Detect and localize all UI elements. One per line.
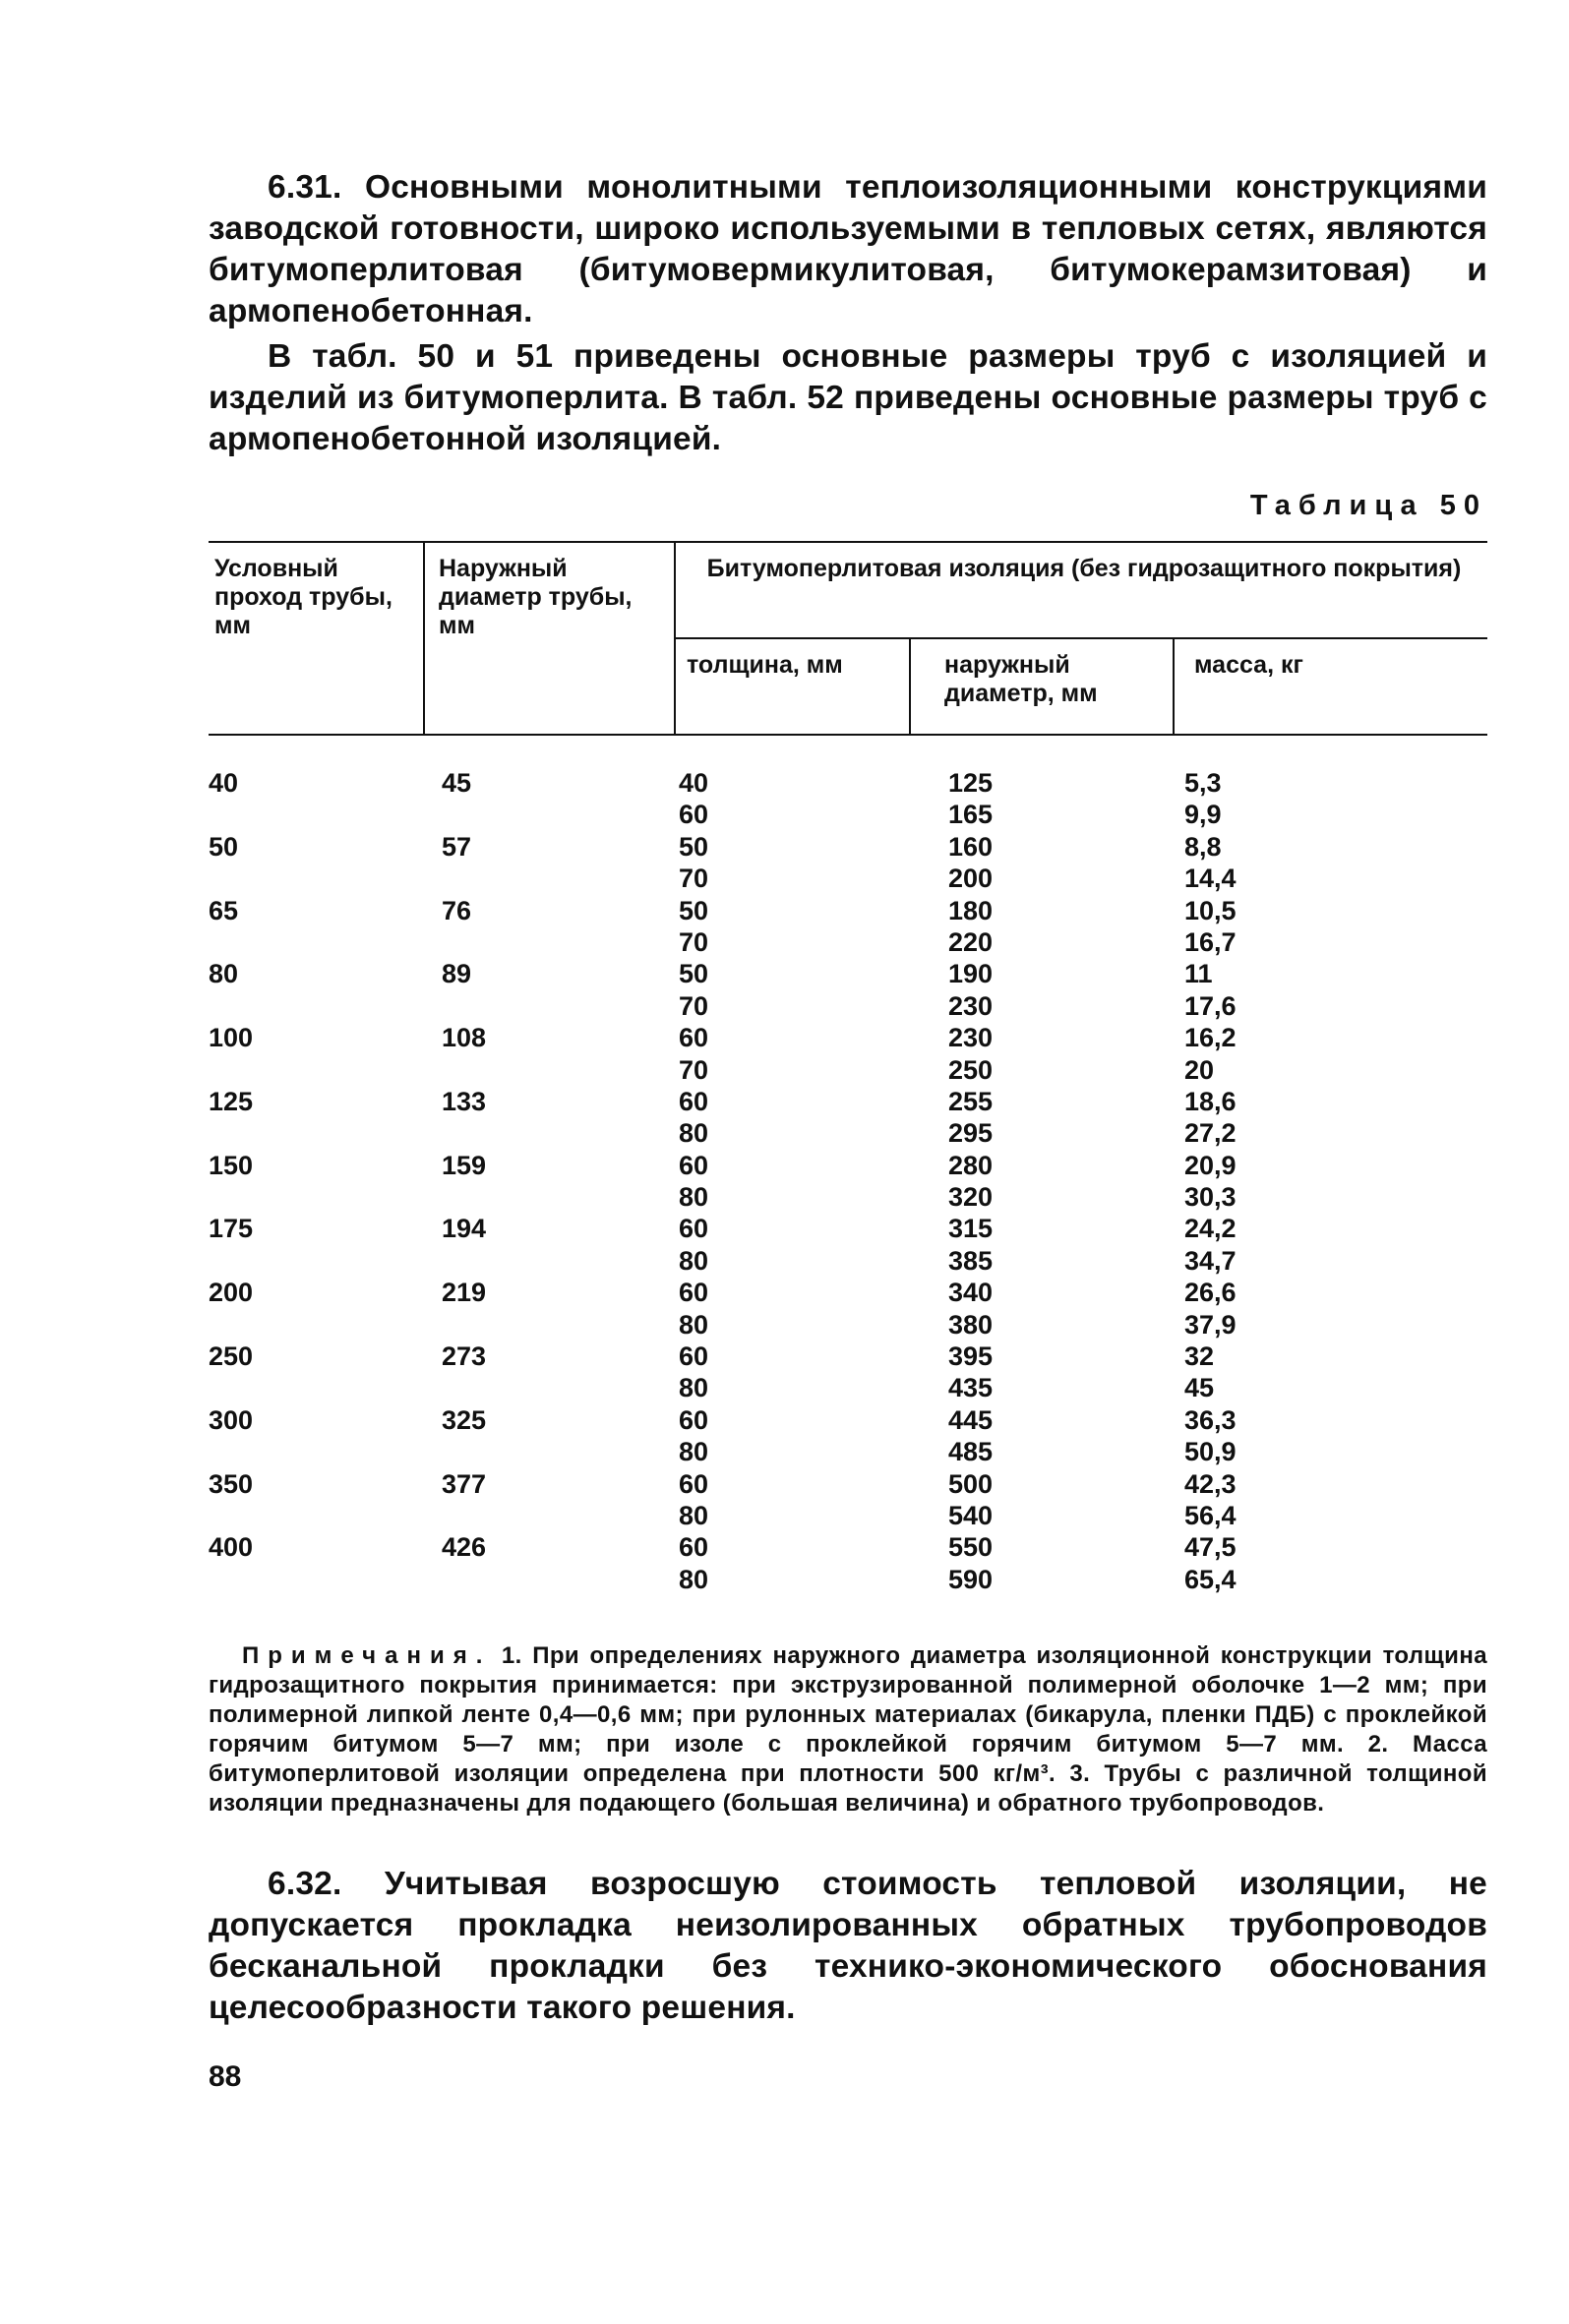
table-cell-empty bbox=[209, 1564, 253, 1595]
table-cell: 60 bbox=[679, 1214, 709, 1244]
table-cell: 70 bbox=[679, 1054, 709, 1085]
table-cell: 30,3 bbox=[1184, 1182, 1237, 1213]
table-cell: 70 bbox=[679, 864, 709, 894]
table-cell: 32 bbox=[1184, 1341, 1215, 1372]
table-cell: 60 bbox=[679, 1404, 709, 1435]
section-6-31 bbox=[209, 167, 1487, 332]
table-cell: 70 bbox=[679, 990, 709, 1021]
table-cell-empty bbox=[209, 926, 253, 958]
table-cell: 280 bbox=[948, 1150, 994, 1180]
notes-label: Примечания. bbox=[242, 1642, 492, 1669]
section-number: 6.31. bbox=[268, 169, 342, 206]
header-nominal-bore: Условный проход трубы, мм bbox=[214, 555, 392, 639]
table-cell: 125 bbox=[209, 1086, 254, 1116]
table-cell: 175 bbox=[209, 1214, 254, 1244]
table-cell: 125 bbox=[948, 768, 994, 798]
table-cell: 250 bbox=[209, 1341, 254, 1372]
table-cell: 80 bbox=[679, 1564, 709, 1594]
table-cell-empty bbox=[442, 990, 486, 1022]
table-cell: 230 bbox=[948, 1023, 994, 1053]
table-cell: 45 bbox=[1184, 1373, 1215, 1403]
page-number: 88 bbox=[209, 2060, 242, 2093]
document-page bbox=[209, 167, 1487, 2094]
table-cell: 34,7 bbox=[1184, 1245, 1237, 1276]
table-cell: 80 bbox=[679, 1182, 709, 1213]
table-cell: 5,3 bbox=[1184, 768, 1222, 798]
table-cell: 56,4 bbox=[1184, 1500, 1237, 1530]
table-cell: 325 bbox=[442, 1404, 487, 1435]
table-cell-empty bbox=[209, 1500, 253, 1531]
table-cell: 60 bbox=[679, 800, 709, 830]
header-bottom-rule bbox=[209, 734, 1487, 736]
table-cell: 8,8 bbox=[1184, 831, 1222, 862]
table-cell-empty bbox=[442, 1117, 486, 1149]
table-cell-empty bbox=[442, 1245, 486, 1277]
table-cell: 165 bbox=[948, 800, 994, 830]
table-cell: 20 bbox=[1184, 1054, 1215, 1085]
col-divider-2 bbox=[674, 541, 676, 734]
section-number: 6.32. bbox=[268, 1866, 342, 1902]
table-cell: 50,9 bbox=[1184, 1437, 1237, 1467]
table-cell: 36,3 bbox=[1184, 1404, 1237, 1435]
table-cell: 60 bbox=[679, 1086, 709, 1116]
table-cell: 385 bbox=[948, 1245, 994, 1276]
table-cell: 300 bbox=[209, 1404, 254, 1435]
table-cell: 194 bbox=[442, 1214, 487, 1244]
header-thickness: толщина, мм bbox=[687, 651, 843, 679]
table-cell: 190 bbox=[948, 959, 994, 989]
table-cell-empty bbox=[209, 990, 253, 1022]
table-cell: 42,3 bbox=[1184, 1468, 1237, 1499]
table-cell-empty bbox=[442, 926, 486, 958]
table-cell: 60 bbox=[679, 1278, 709, 1308]
table-cell: 50 bbox=[209, 831, 239, 862]
table-cell: 133 bbox=[442, 1086, 487, 1116]
table-cell-empty bbox=[442, 1436, 486, 1467]
table-cell: 27,2 bbox=[1184, 1118, 1237, 1149]
table-cell-empty bbox=[209, 1436, 253, 1467]
table-caption: Таблица 50 bbox=[1249, 490, 1487, 521]
table-cell: 80 bbox=[209, 959, 239, 989]
table-cell: 426 bbox=[442, 1532, 487, 1563]
table-cell-empty bbox=[442, 1054, 486, 1086]
table-cell: 60 bbox=[679, 1532, 709, 1563]
table-cell-empty bbox=[209, 1372, 253, 1403]
table-cell: 540 bbox=[948, 1500, 994, 1530]
table-cell-empty bbox=[209, 863, 253, 894]
table-cell: 18,6 bbox=[1184, 1086, 1237, 1116]
table-cell: 200 bbox=[948, 864, 994, 894]
table-cell: 37,9 bbox=[1184, 1309, 1237, 1340]
table-cell: 159 bbox=[442, 1150, 487, 1180]
col-divider-4 bbox=[1173, 637, 1175, 734]
header-insulation-group: Битумоперлитовая изоляция (без гидрозащитного покрытия) bbox=[706, 555, 1462, 582]
table-cell: 485 bbox=[948, 1437, 994, 1467]
group-header-rule bbox=[674, 637, 1487, 639]
table-cell: 20,9 bbox=[1184, 1150, 1237, 1180]
table-cell: 16,7 bbox=[1184, 926, 1237, 957]
table-cell: 550 bbox=[948, 1532, 994, 1563]
table-cell: 16,2 bbox=[1184, 1023, 1237, 1053]
table-cell-empty bbox=[442, 1309, 486, 1341]
table-cell: 60 bbox=[679, 1468, 709, 1499]
table-notes bbox=[209, 1641, 1487, 1818]
table-cell: 24,2 bbox=[1184, 1214, 1237, 1244]
section-6-32 bbox=[209, 1864, 1487, 2029]
table-cell: 14,4 bbox=[1184, 864, 1237, 894]
table-cell: 230 bbox=[948, 990, 994, 1021]
table-cell: 340 bbox=[948, 1278, 994, 1308]
table-cell-empty bbox=[209, 1245, 253, 1277]
table-cell: 220 bbox=[948, 926, 994, 957]
table-cell: 160 bbox=[948, 831, 994, 862]
table-cell-empty bbox=[442, 1372, 486, 1403]
table-cell-empty bbox=[209, 1309, 253, 1341]
table-cell-empty bbox=[442, 1564, 486, 1595]
table-cell: 50 bbox=[679, 831, 709, 862]
table-cell: 17,6 bbox=[1184, 990, 1237, 1021]
table-cell: 40 bbox=[679, 768, 709, 798]
header-mass: масса, кг bbox=[1194, 651, 1303, 679]
table-cell-empty bbox=[209, 799, 253, 830]
table-cell: 219 bbox=[442, 1278, 487, 1308]
table-cell-empty bbox=[209, 1117, 253, 1149]
table-cell: 80 bbox=[679, 1245, 709, 1276]
section-6-31-continued: В табл. 50 и 51 приведены основные размеры труб с изоляцией и изделий из битумоперлита. В табл. 52 приведены основные размеры труб с армопенобетонной изоляцией. bbox=[209, 338, 1487, 457]
table-cell: 295 bbox=[948, 1118, 994, 1149]
table-cell: 200 bbox=[209, 1278, 254, 1308]
table-cell: 60 bbox=[679, 1341, 709, 1372]
table-cell: 80 bbox=[679, 1373, 709, 1403]
table-cell: 40 bbox=[209, 768, 239, 798]
data-table bbox=[209, 541, 1487, 1628]
table-cell: 380 bbox=[948, 1309, 994, 1340]
table-cell: 89 bbox=[442, 959, 472, 989]
column-insulated-diameter bbox=[948, 767, 993, 1595]
column-outer-diameter bbox=[442, 767, 486, 1595]
table-cell: 350 bbox=[209, 1468, 254, 1499]
header-outer-diameter: Наружный диаметр трубы, мм bbox=[439, 555, 633, 639]
table-cell: 26,6 bbox=[1184, 1278, 1237, 1308]
table-cell-empty bbox=[209, 1054, 253, 1086]
table-cell: 400 bbox=[209, 1532, 254, 1563]
table-cell-empty bbox=[442, 863, 486, 894]
table-cell-empty bbox=[442, 1500, 486, 1531]
column-mass bbox=[1184, 767, 1237, 1595]
col-divider-1 bbox=[423, 541, 425, 734]
table-cell: 150 bbox=[209, 1150, 254, 1180]
table-cell: 65,4 bbox=[1184, 1564, 1237, 1594]
table-cell: 9,9 bbox=[1184, 800, 1222, 830]
section-text: Основными монолитными теплоизоляционными конструкциями заводской готовности, широко используемыми в тепловых сетях, являются битумоперлитовая (битумовермикулитовая, битумокерамзитовая) и армопенобетонная. bbox=[209, 169, 1487, 329]
table-cell: 50 bbox=[679, 959, 709, 989]
table-cell: 255 bbox=[948, 1086, 994, 1116]
table-cell: 445 bbox=[948, 1404, 994, 1435]
notes-text: 1. При определениях наружного диаметра изоляционной конструкции толщина гидрозащитного покрытия принимается: при экструзированной полимерной оболочке 1—2 мм; при полимерной липкой ленте 0,4—0,6 мм; при рулонных материалах (бикарула, пленки ПДБ) с проклейкой горячим битумом 5—7 мм; при изоле с проклейкой горячим битумом 5—7 мм. 2. Масса битумоперлитовой изоляции определена при плотности 500 кг/м³. 3. Трубы с различной толщиной изоляции предназначены для подающего (большая величина) и обратного трубопроводов. bbox=[209, 1642, 1487, 1817]
table-cell: 60 bbox=[679, 1023, 709, 1053]
table-cell-empty bbox=[209, 1181, 253, 1213]
table-cell: 80 bbox=[679, 1118, 709, 1149]
table-cell: 435 bbox=[948, 1373, 994, 1403]
table-cell: 70 bbox=[679, 926, 709, 957]
table-cell: 80 bbox=[679, 1309, 709, 1340]
col-divider-3 bbox=[909, 637, 911, 734]
table-cell: 45 bbox=[442, 768, 472, 798]
header-insulated-diameter: наружный диаметр, мм bbox=[944, 651, 1098, 707]
column-nominal-bore bbox=[209, 767, 253, 1595]
table-cell: 377 bbox=[442, 1468, 487, 1499]
table-cell: 108 bbox=[442, 1023, 487, 1053]
table-cell: 80 bbox=[679, 1500, 709, 1530]
table-cell: 10,5 bbox=[1184, 895, 1237, 925]
table-cell: 65 bbox=[209, 895, 239, 925]
table-cell: 273 bbox=[442, 1341, 487, 1372]
table-cell: 590 bbox=[948, 1564, 994, 1594]
table-cell: 250 bbox=[948, 1054, 994, 1085]
table-cell: 11 bbox=[1184, 959, 1213, 989]
table-cell: 80 bbox=[679, 1437, 709, 1467]
table-cell: 50 bbox=[679, 895, 709, 925]
table-cell: 180 bbox=[948, 895, 994, 925]
table-cell: 320 bbox=[948, 1182, 994, 1213]
table-cell: 315 bbox=[948, 1214, 994, 1244]
table-cell: 47,5 bbox=[1184, 1532, 1237, 1563]
table-cell: 76 bbox=[442, 895, 472, 925]
table-cell: 395 bbox=[948, 1341, 994, 1372]
table-cell: 57 bbox=[442, 831, 472, 862]
column-thickness bbox=[679, 767, 708, 1595]
table-cell-empty bbox=[442, 799, 486, 830]
table-cell-empty bbox=[442, 1181, 486, 1213]
table-cell: 100 bbox=[209, 1023, 254, 1053]
table-cell: 60 bbox=[679, 1150, 709, 1180]
table-top-rule bbox=[209, 541, 1487, 543]
table-cell: 500 bbox=[948, 1468, 994, 1499]
section-text: Учитывая возросшую стоимость тепловой изоляции, не допускается прокладка неизолированных обратных трубопроводов бесканальной прокладки без технико-экономического обоснования целесообразности такого решения. bbox=[209, 1866, 1488, 2026]
